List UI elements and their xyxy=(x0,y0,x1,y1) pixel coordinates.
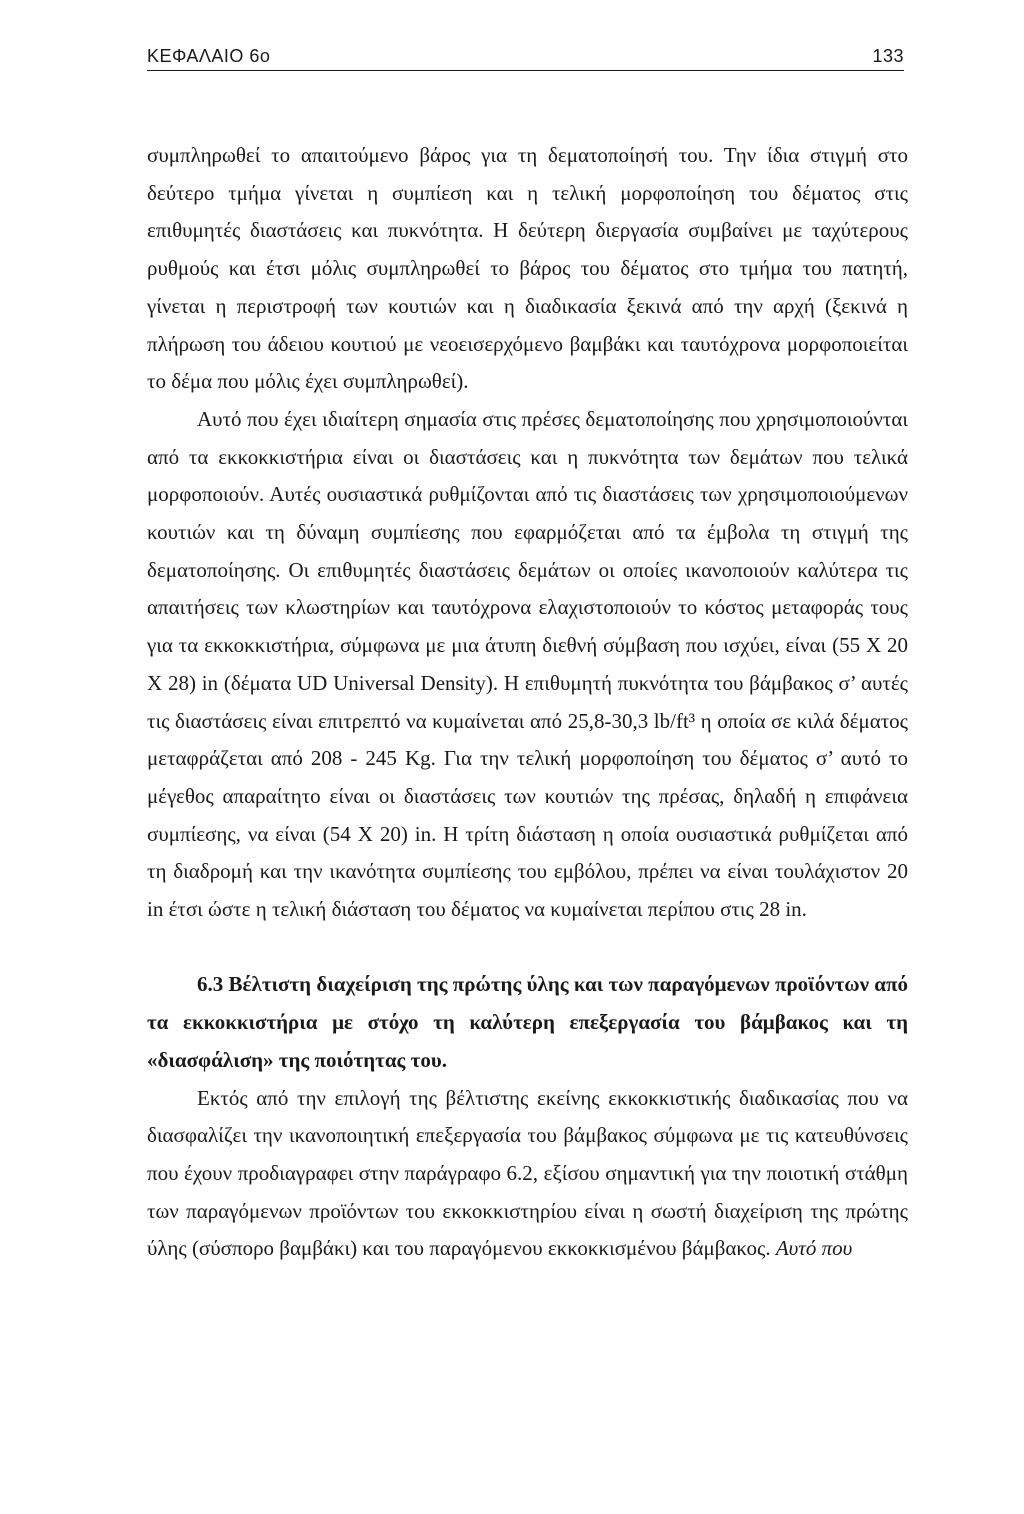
paragraph-continued: συμπληρωθεί το απαιτούμενο βάρος για τη δεματοποίησή του. Την ίδια στιγμή στο δεύτερο τμήμα γίνεται η συμπίεση και η τελική μορφοποίηση του δέματος στις επιθυμητές διαστάσεις και πυκνότητα. Η δεύτερη διεργασία συμβαίνει με ταχύτερους ρυθμούς και έτσι μόλις συμπληρωθεί το βάρος του δέματος στο τμήμα του πατητή, γίνεται η περιστροφή των κουτιών και η διαδικασία ξεκινά από την αρχή (ξεκινά η πλήρωση του άδειου κουτιού με νεοεισερχόμενο βαμβάκι και ταυτόχρονα μορφοποιείται το δέμα που μόλις έχει συμπληρωθεί). xyxy=(147,143,908,394)
section-paragraph xyxy=(147,1080,908,1269)
body-text xyxy=(147,137,908,1268)
paragraph-bale-dimensions: Αυτό που έχει ιδιαίτερη σημασία στις πρέσες δεματοποίησης που χρησιμοποιούνται από τα εκκοκκιστήρια είναι οι διαστάσεις και η πυκνότητα των δεμάτων που τελικά μορφοποιούν. Αυτές ουσιαστικά ρυθμίζονται από τις διαστάσεις των χρησιμοποιούμενων κουτιών και τη δύναμη συμπίεσης που εφαρμόζεται από τα έμβολα τη στιγμή της δεματοποίησης. Οι επιθυμητές διαστάσεις δεμάτων οι οποίες ικανοποιούν καλύτερα τις απαιτήσεις των κλωστηρίων και ταυτόχρονα ελαχιστοποιούν το κόστος μεταφοράς τους για τα εκκοκκιστήρια, σύμφωνα με μια άτυπη διεθνή σύμβαση που ισχύει, είναι (55 Χ 20 Χ 28) in (δέματα UD Universal Density). Η επιθυμητή πυκνότητα του βάμβακος σ’ αυτές τις διαστάσεις είναι επιτρεπτό να κυμαίνεται από 25,8-30,3 lb/ft³ η οποία σε κιλά δέματος μεταφράζεται από 208 - 245 Kg. Για την τελική μορφοποίηση του δέματος σ’ αυτό το μέγεθος απαραίτητο είναι οι διαστάσεις των κουτιών της πρέσας, δηλαδή η επιφάνεια συμπίεσης, να είναι (54 Χ 20) in. Η τρίτη διάσταση η οποία ουσιαστικά ρυθμίζεται από τη διαδρομή και την ικανότητα συμπίεσης του εμβόλου, πρέπει να είναι τουλάχιστον 20 in έτσι ώστε η τελική διάσταση του δέματος να κυμαίνεται περίπου στις 28 in. xyxy=(147,406,908,922)
running-header xyxy=(147,46,904,71)
chapter-label: ΚΕΦΑΛΑΙΟ 6ο xyxy=(147,46,271,66)
page-number: 133 xyxy=(872,46,904,66)
section-paragraph-text: Εκτός από την επιλογή της βέλτιστης εκείνης εκκοκκιστικής διαδικασίας που να διασφαλίζει την ικανοποιητική επεξεργασία του βάμβακος σύμφωνα με τις κατευθύνσεις που έχουν προδιαγραφει στην παράγραφο 6.2, εξίσου σημαντική για την ποιοτική στάθμη των παραγόμενων προϊόντων του εκκοκκιστηρίου είναι η σωστή διαχείριση της πρώτης ύλης (σύσπορο βαμβάκι) και του παραγόμενου εκκοκκισμένου βάμβακος. xyxy=(147,1085,908,1261)
italic-continuation: Αυτό που xyxy=(775,1236,853,1261)
section-heading: 6.3 Βέλτιστη διαχείριση της πρώτης ύλης και των παραγόμενων προϊόντων από τα εκκοκκιστήρια με στόχο τη καλύτερη επεξεργασία του βάμβακος και τη «διασφάλιση» της ποιότητας του. xyxy=(147,972,908,1072)
section-spacer xyxy=(147,929,908,967)
